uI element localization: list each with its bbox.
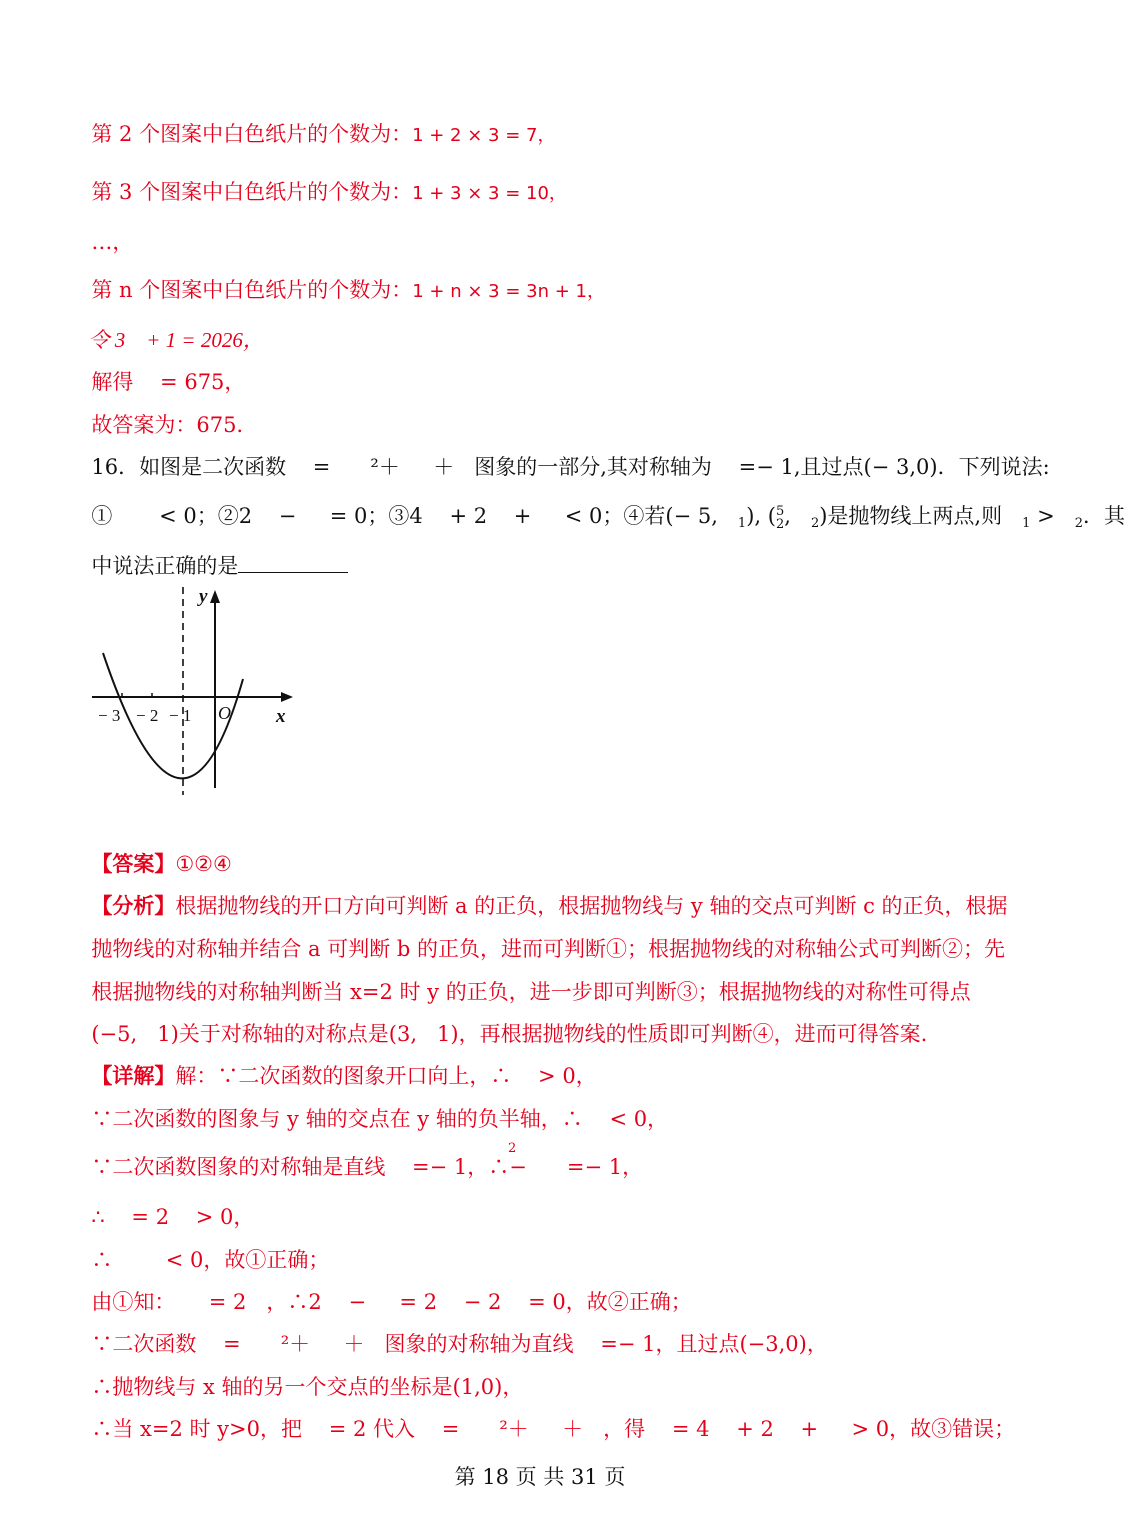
detail-text: ∴当 x=2 时 y>0，把 = 2 代入 = ²＋ ＋ ，得 = 4 + 2 + > 0，故③错误； — [91, 1417, 1016, 1441]
detail-line-9 — [78, 1387, 1015, 1443]
detail-text: ∴ < 0，故①正确； — [91, 1248, 330, 1272]
solution-text: …， — [91, 230, 134, 254]
question-line-3 — [78, 524, 348, 580]
x-axis-label: x — [276, 706, 286, 727]
solution-text: 第 3 个图案中白色纸片的个数为： — [91, 180, 413, 204]
analysis-text: (−5, 1)关于对称轴的对称点是(3, 1)，再根据抛物线的性质即可判断④，进而可得答案. — [91, 1022, 928, 1046]
detail-fraction-denominator: 2 — [508, 1141, 517, 1156]
subscript: 1 — [1022, 516, 1031, 531]
question-text: ), ( — [746, 504, 776, 528]
question-text: 中说法正确的是 — [91, 554, 239, 578]
question-text: > — [1030, 504, 1075, 528]
analysis-text: 根据抛物线的对称轴判断当 x=2 时 y 的正负，进一步即可判断③；根据抛物线的对称性可得点 — [91, 980, 971, 1004]
question-text: , — [784, 504, 811, 528]
question-text: )是抛物线上两点,则 — [819, 504, 1023, 528]
subscript: 2 — [810, 516, 820, 531]
detail-line-3 — [78, 1125, 643, 1181]
question-text: ．其 — [1082, 504, 1125, 528]
analysis-text: 抛物线的对称轴并结合 a 可判断 b 的正负，进而可判断①；根据抛物线的对称轴公式可判断②；先 — [91, 937, 1006, 961]
answer-label: 【答案】 — [91, 851, 176, 876]
question-line-1 — [78, 425, 1050, 481]
question-text: 16．如图是二次函数 = ²＋ ＋ 图象的一部分,其对称轴为 =− 1,且过点(− 3,0)．下列说法: — [91, 455, 1050, 479]
tick-label-minus-2: − 2 — [136, 706, 159, 725]
x-axis-arrow — [281, 692, 293, 702]
detail-text: 由①知： = 2 ，∴2 − = 2 − 2 = 0，故②正确； — [91, 1290, 692, 1314]
solution-text: 第 2 个图案中白色纸片的个数为： — [91, 122, 413, 146]
solution-math: 1 + n × 3 = 3n + 1， — [412, 281, 605, 302]
fraction-numerator: 5 — [775, 503, 785, 519]
answer-value: ①②④ — [175, 852, 232, 876]
detail-text: ∵二次函数的图象与 y 轴的交点在 y 轴的负半轴，∴ < 0， — [91, 1107, 669, 1131]
detail-text: 解：∵二次函数的图象开口向上，∴ > 0， — [175, 1064, 597, 1088]
tick-label-minus-3: − 3 — [98, 706, 121, 725]
solution-line-2 — [78, 150, 567, 208]
solution-text: 故答案为：675． — [91, 413, 258, 437]
origin-label: O — [218, 703, 231, 723]
answer-blank — [238, 552, 348, 573]
tick-label-minus-1: − 1 — [169, 706, 192, 725]
detail-text: ∴抛物线与 x 轴的另一个交点的坐标是(1,0)， — [91, 1375, 524, 1399]
analysis-label: 【分析】 — [91, 893, 176, 918]
solution-text: 解得 = 675， — [91, 370, 246, 394]
solution-text: 第 n 个图案中白色纸片的个数为： — [91, 278, 413, 302]
detail-label: 【详解】 — [91, 1063, 176, 1088]
solution-math: 1 + 2 × 3 = 7， — [412, 125, 556, 146]
analysis-text: 根据抛物线的开口方向可判断 a 的正负，根据抛物线与 y 轴的交点可判断 c 的正负，根据 — [175, 894, 1008, 918]
subscript: 2 — [1074, 516, 1083, 531]
y-axis-arrow — [210, 590, 220, 603]
detail-text: ∵二次函数图象的对称轴是直线 =− 1，∴− =− 1， — [91, 1155, 644, 1179]
solution-text: 令 3 + 1 = 2026， — [88, 328, 264, 352]
parabola-graph — [88, 585, 303, 800]
fraction-denominator: 2 — [775, 516, 785, 532]
question-text: ① < 0；②2 − = 0；③4 + 2 + < 0；④若(− 5, — [91, 504, 738, 528]
solution-math: 1 + 3 × 3 = 10， — [412, 183, 567, 204]
fraction-five-halves — [776, 505, 784, 531]
detail-text: ∵二次函数 = ²＋ ＋ 图象的对称轴为直线 =− 1，且过点(−3,0)， — [91, 1332, 828, 1356]
detail-text: ∴ = 2 > 0， — [91, 1205, 255, 1229]
solution-line-1 — [78, 92, 555, 150]
y-axis-label: y — [199, 586, 208, 607]
page-footer: 第 18 页 共 31 页 — [454, 1465, 626, 1489]
subscript: 1 — [737, 516, 747, 531]
